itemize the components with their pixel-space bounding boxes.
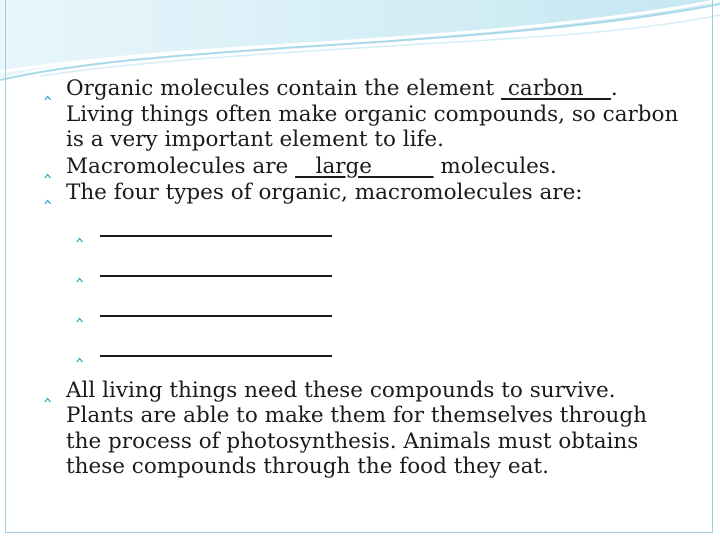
sub-bullet-icon: ‸: [76, 217, 84, 243]
answer-carbon: carbon: [507, 76, 584, 101]
bullet-icon: ‸: [44, 377, 52, 403]
bullet-living-things: [40, 378, 680, 480]
bullet-macromolecules: [40, 154, 680, 180]
bullet-icon: ‸: [44, 76, 52, 101]
bullet-text-pre: Macromolecules are: [66, 153, 296, 179]
blank-line-2: [40, 256, 680, 286]
bullet-icon: ‸: [44, 153, 52, 179]
blank-underline: [100, 257, 332, 277]
bullet-organic-molecules: [40, 76, 680, 153]
answer-large: large: [315, 153, 373, 179]
bullet-icon: ‸: [44, 180, 52, 205]
blank-underline: [100, 217, 332, 237]
blank-underline: [100, 337, 332, 357]
bullet-text: The four types of organic, macromolecules are:: [66, 180, 583, 205]
bullet-text-post: . Living things often make organic compounds, so carbon is a very important element to life.: [66, 76, 679, 152]
sub-bullet-icon: ‸: [76, 257, 84, 283]
blank-line-1: [40, 216, 680, 246]
blank-line-4: [40, 336, 680, 366]
bullet-text: All living things need these compounds to survive. Plants are able to make them for themselves through the process of photosynthesis. Animals must obtains these compounds through the food they eat.: [66, 377, 647, 479]
blank-line-3: [40, 296, 680, 326]
bullet-text-post: molecules.: [433, 153, 557, 179]
bullet-four-types: [40, 180, 680, 206]
sub-bullet-icon: ‸: [76, 297, 84, 323]
blank-underline: [100, 297, 332, 317]
sub-bullet-icon: ‸: [76, 337, 84, 363]
bullet-text-pre: Organic molecules contain the element: [66, 76, 502, 101]
slide-content: [40, 76, 680, 481]
